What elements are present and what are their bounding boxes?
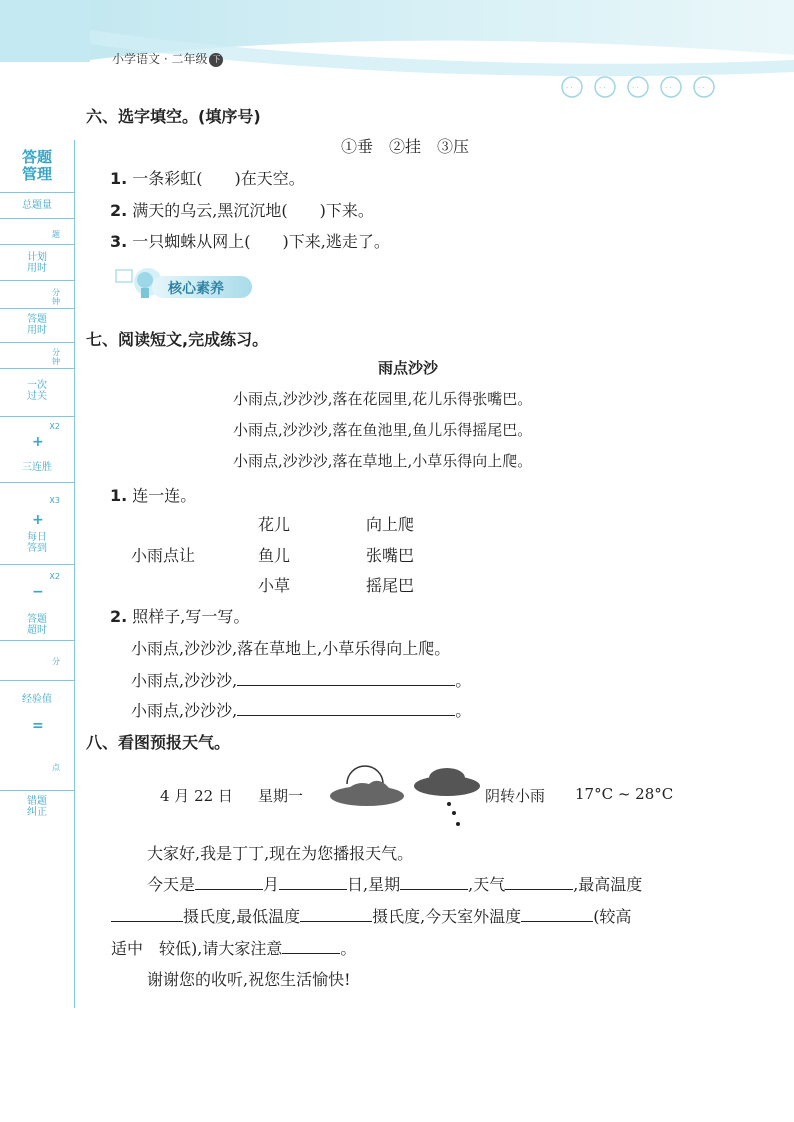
plus-icon: +	[32, 512, 44, 528]
sidebar-value-streak: X3	[49, 496, 60, 505]
svg-text:· ·: · ·	[566, 84, 573, 92]
grade-badge: 下册	[209, 53, 223, 67]
question-text: 连一连。	[127, 486, 197, 505]
end-mark: 。	[455, 701, 472, 720]
broadcast-line-4	[111, 936, 356, 959]
write-prompt: 小雨点,沙沙沙,	[131, 701, 238, 720]
poem-line: 小雨点,沙沙沙,落在花园里,花儿乐得张嘴巴。	[233, 390, 533, 408]
broadcast-line-3	[111, 904, 631, 927]
write-line-1	[131, 668, 471, 691]
match-right-item[interactable]: 向上爬	[366, 515, 415, 534]
answer-management-sidebar	[0, 140, 75, 1008]
item-text: 满天的乌云,黑沉沉地( )下来。	[127, 201, 374, 220]
text: 适中 较低),请大家注意	[111, 939, 283, 958]
answer-blank[interactable]	[237, 699, 455, 716]
match-right-item[interactable]: 张嘴巴	[366, 546, 415, 565]
svg-text:· ·: · ·	[698, 84, 705, 92]
plus-icon: +	[32, 434, 44, 450]
section6-item-1	[110, 166, 305, 189]
broadcast-intro: 大家好,我是丁丁,现在为您播报天气。	[147, 844, 414, 863]
match-left-item[interactable]: 小草	[258, 576, 291, 595]
match-left-item[interactable]: 鱼儿	[258, 546, 291, 565]
end-mark: 。	[455, 671, 472, 690]
section7-question-1	[110, 483, 196, 506]
text: 。	[340, 939, 357, 958]
answer-blank[interactable]	[237, 669, 455, 686]
text: (较高	[593, 907, 632, 926]
broadcast-line-2	[147, 872, 642, 895]
sidebar-value-pass: X2	[49, 422, 60, 431]
weekday-blank[interactable]	[400, 873, 468, 890]
section6-options: ①垂 ②挂 ③压	[341, 137, 470, 156]
item-number: 3.	[110, 232, 128, 251]
outdoor-temp-blank[interactable]	[521, 905, 593, 922]
item-text: 一条彩虹( )在天空。	[127, 169, 305, 188]
svg-text:· ·: · ·	[599, 84, 606, 92]
month-blank[interactable]	[195, 873, 263, 890]
poem-title: 雨点沙沙	[378, 359, 439, 377]
sidebar-title: 答题管理	[21, 148, 52, 183]
sun-behind-cloud-icon	[329, 762, 405, 810]
svg-text:· ·: · ·	[665, 84, 672, 92]
section8-heading: 八、看图预报天气。	[86, 733, 231, 752]
item-text: 一只蜘蛛从网上( )下来,逃走了。	[127, 232, 390, 251]
sidebar-label-answer-time: 答题用时	[27, 314, 47, 336]
match-left-item[interactable]: 花儿	[258, 515, 291, 534]
match-lead: 小雨点让	[131, 546, 196, 565]
poem-line: 小雨点,沙沙沙,落在草地上,小草乐得向上爬。	[233, 452, 533, 470]
section7-heading: 七、阅读短文,完成练习。	[86, 330, 269, 349]
banner-label: 核心素养	[168, 281, 224, 297]
minus-icon: −	[32, 584, 44, 600]
attention-blank[interactable]	[282, 937, 340, 954]
write-line-2	[131, 698, 471, 721]
sidebar-value-daily: X2	[49, 572, 60, 581]
sidebar-label-exp: 经验值	[22, 694, 52, 705]
sidebar-label-overtime: 答题超时	[27, 614, 47, 636]
equals-icon: =	[32, 718, 44, 734]
sidebar-label-streak: 三连胜	[22, 462, 52, 473]
section6-item-3	[110, 229, 390, 252]
sidebar-unit-answer-time: 分钟	[52, 348, 60, 366]
text: ,最高温度	[573, 875, 643, 894]
question-text: 照样子,写一写。	[127, 607, 250, 626]
sidebar-label-plan-time: 计划用时	[27, 252, 47, 274]
core-literacy-banner	[112, 262, 252, 306]
item-number: 1.	[110, 169, 128, 188]
item-number: 2.	[110, 201, 128, 220]
text: 摄氏度,今天室外温度	[372, 907, 522, 926]
sidebar-label-pass: 一次过关	[27, 380, 47, 402]
sidebar-unit-plan-time: 分钟	[52, 288, 60, 306]
sidebar-unit-overtime: 分	[52, 657, 60, 666]
sidebar-unit-exp: 点	[52, 763, 60, 772]
section7-question-2	[110, 604, 249, 627]
section6-item-2	[110, 198, 374, 221]
question-number: 2.	[110, 607, 128, 626]
weather-blank[interactable]	[505, 873, 573, 890]
weather-date: 4 月 22 日	[160, 787, 233, 805]
weather-temperature: 17°C ~ 28°C	[575, 785, 674, 803]
poem-line: 小雨点,沙沙沙,落在鱼池里,鱼儿乐得摇尾巴。	[233, 421, 533, 439]
max-temp-blank[interactable]	[111, 905, 183, 922]
text: ,天气	[468, 875, 506, 894]
question-number: 1.	[110, 486, 128, 505]
text: 今天是	[147, 875, 196, 894]
day-blank[interactable]	[279, 873, 347, 890]
weather-forecast: 阴转小雨	[485, 787, 546, 805]
text: 摄氏度,最低温度	[183, 907, 301, 926]
section6-heading: 六、选字填空。(填序号)	[86, 107, 261, 126]
broadcast-closing: 谢谢您的收听,祝您生活愉快!	[147, 970, 351, 989]
write-prompt: 小雨点,沙沙沙,	[131, 671, 238, 690]
weather-weekday: 星期一	[258, 787, 304, 805]
sidebar-label-daily: 每日答到	[27, 532, 47, 554]
sidebar-label-total: 总题量	[22, 200, 52, 211]
rain-cloud-icon	[413, 762, 483, 832]
header-title: 小学语文 · 二年级 下册	[112, 50, 223, 67]
example-sentence: 小雨点,沙沙沙,落在草地上,小草乐得向上爬。	[131, 639, 451, 658]
text: 月	[263, 875, 280, 894]
sidebar-unit-total: 题	[52, 230, 60, 239]
match-right-item[interactable]: 摇尾巴	[366, 576, 415, 595]
min-temp-blank[interactable]	[300, 905, 372, 922]
svg-text:· ·: · ·	[632, 84, 639, 92]
sidebar-label-correct: 错题纠正	[27, 796, 47, 818]
text: 日,星期	[347, 875, 401, 894]
